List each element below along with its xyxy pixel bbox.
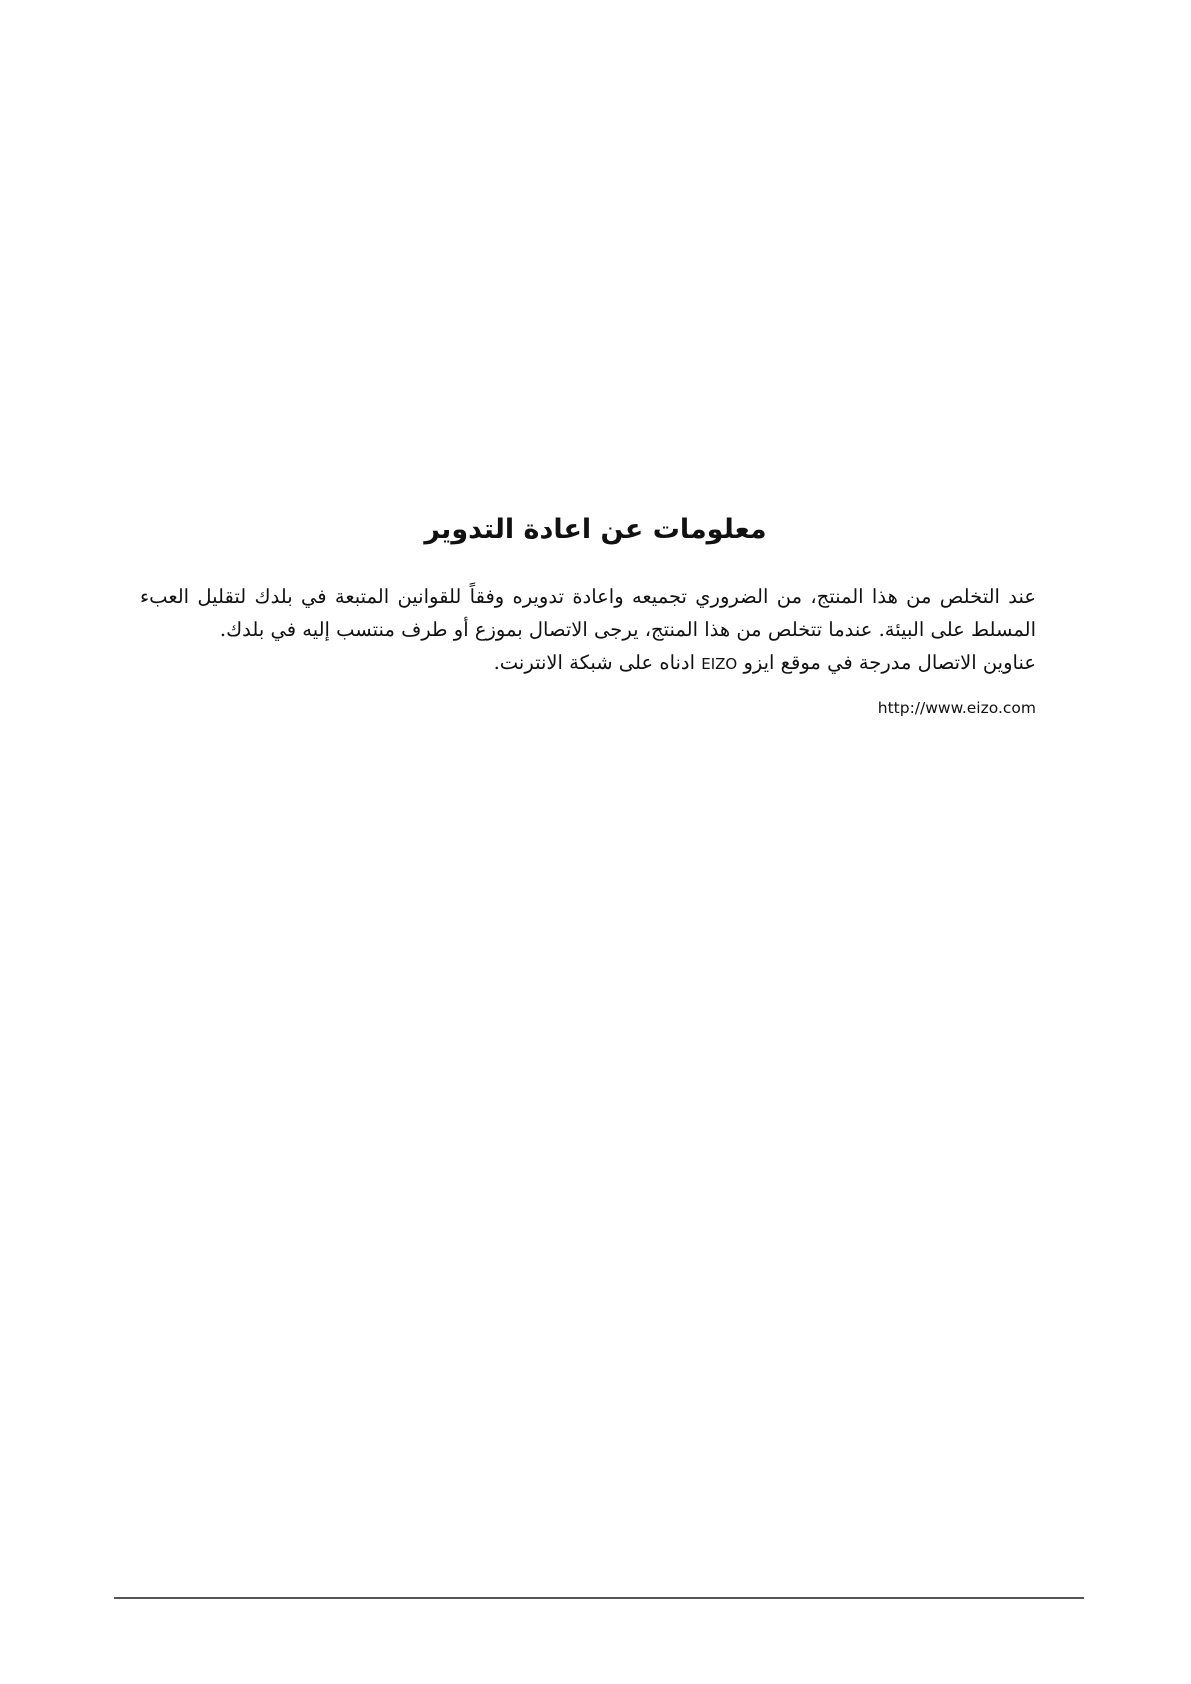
paragraph-line-3	[140, 646, 1036, 681]
footer-divider	[114, 1597, 1084, 1599]
page-title: معلومات عن اعادة التدوير	[424, 514, 767, 545]
paragraph-line-3-start: عناوين الاتصال مدرجة في موقع ايزو	[743, 651, 1036, 674]
website-link[interactable]: http://www.eizo.com	[877, 699, 1036, 717]
paragraph-line-1: عند التخلص من هذا المنتج، من الضروري تجميعه واعادة تدويره وفقاً للقوانين المتبعة في بلدك لتقليل العبء	[140, 585, 1036, 608]
recycling-paragraph	[140, 580, 1036, 681]
brand-name: EIZO	[701, 655, 738, 673]
paragraph-line-3-end: ادناه على شبكة الانترنت.	[493, 651, 696, 674]
paragraph-line-2: المسلط على البيئة. عندما تتخلص من هذا المنتج، يرجى الاتصال بموزع أو طرف منتسب إليه في بلدك.	[219, 618, 1036, 641]
